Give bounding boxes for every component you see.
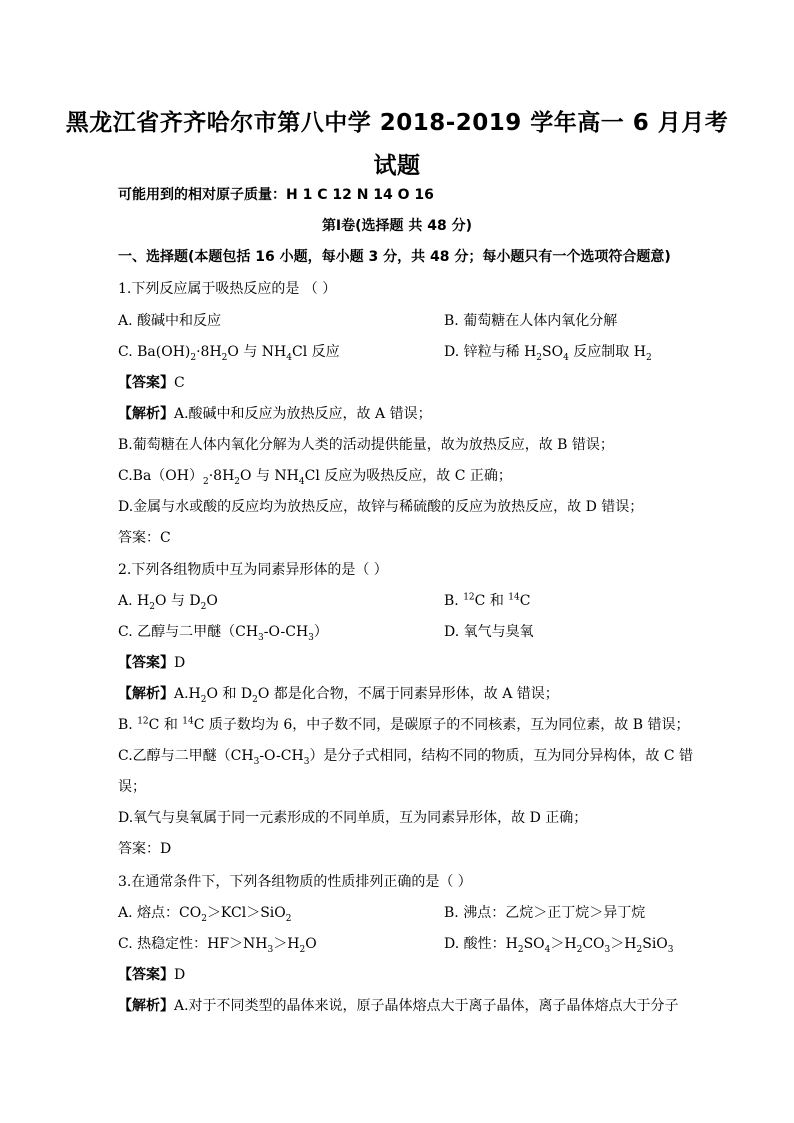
document-title-cont: 试题 [373, 153, 421, 179]
question-2-option-a: A. $H_2O$ 与 $D_2O$ [118, 593, 218, 612]
question-2-analysis-b: B. $^{12}$C 和 $^{14}$C 质子数均为 6，中子数不同，是碳原子的不同核素，互为同位素，故 B 错误； [118, 716, 690, 733]
question-1-option-b: B. 葡萄糖在人体内氧化分解 [444, 313, 618, 329]
question-3-option-b: B. 沸点：乙烷＞正丁烷＞异丁烷 [444, 905, 646, 921]
question-2-answer: 【答案】D [118, 655, 186, 671]
question-1-final-answer: 答案：C [118, 530, 171, 546]
question-1-option-a: A. 酸碱中和反应 [118, 313, 222, 329]
question-2-option-c: C. 乙醇与二甲醚$(CH_3-O-CH_3)$ [118, 624, 328, 643]
question-3-analysis-a: 【解析】A.对于不同类型的晶体来说，原子晶体熔点大于离子晶体，离子晶体熔点大于分子 [118, 998, 679, 1014]
question-3-option-d: D. 酸性：$H_2SO_4>H_2CO_3>H_2SiO_3$ [444, 936, 674, 955]
document-title: 黑龙江省齐齐哈尔市第八中学 2018-2019 学年高一 6 月月考 [65, 110, 729, 136]
atomic-mass-note: 可能用到的相对原子质量：H 1 C 12 N 14 O 16 [118, 187, 434, 203]
question-1-answer: 【答案】C [118, 375, 185, 391]
section-header: 第Ⅰ卷(选择题 共 48 分) [321, 218, 473, 234]
question-2-analysis-d: D.氧气与臭氧属于同一元素形成的不同单质，互为同素异形体，故 D 正确； [118, 810, 588, 826]
part-header: 一、选择题(本题包括 16 小题，每小题 3 分，共 48 分；每小题只有一个选项符合题意) [118, 249, 671, 265]
question-2-analysis-a: 【解析】$A.H_2O$ 和 $D_2O$ 都是化合物，不属于同素异形体，故 A 错误； [118, 686, 559, 705]
question-1-analysis-d: D.金属与水或酸的反应均为放热反应，故锌与稀硫酸的反应为放热反应，故 D 错误； [118, 499, 644, 515]
question-2-analysis-c-cont: 误； [118, 779, 146, 795]
question-3-option-c: C. 热稳定性：$HF>NH_3>H_2O$ [118, 936, 317, 955]
question-2-stem: 2.下列各组物质中互为同素异形体的是（ ） [118, 562, 388, 578]
question-3-option-a: A. 熔点：$CO_2>KCl>SiO_2$ [118, 905, 292, 924]
question-1-option-c: C. $Ba(OH)_2\cdot 8H_2O$ 与 $NH_4Cl$ 反应 [118, 344, 340, 363]
question-2-final-answer: 答案：D [118, 841, 172, 857]
question-1-analysis-a: 【解析】A.酸碱中和反应为放热反应，故 A 错误； [118, 406, 432, 422]
question-1-analysis-b: B.葡萄糖在人体内氧化分解为人类的活动提供能量，故为放热反应，故 B 错误； [118, 437, 614, 453]
question-2-analysis-c: C.乙醇与二甲醚$(CH_3-O-CH_3)$是分子式相同，结构不同的物质，互为同分异构体，故 C 错 [118, 748, 694, 767]
question-3-answer: 【答案】D [118, 967, 186, 983]
question-1-option-d: D. 锌粒与稀 $H_2SO_4$ 反应制取 $H_2$ [444, 344, 652, 363]
question-1-analysis-c: $C.Ba(OH)_2\cdot 8H_2O$ 与 $NH_4Cl$ 反应为吸热反应，故 C 正确； [118, 468, 512, 487]
question-1-stem: 1.下列反应属于吸热反应的是 （ ） [118, 281, 337, 297]
question-3-stem: 3.在通常条件下，下列各组物质的性质排列正确的是（ ） [118, 874, 472, 890]
question-2-option-d: D. 氧气与臭氧 [444, 624, 534, 640]
question-2-option-b: B. $^{12}$C 和 $^{14}$C [444, 592, 531, 609]
